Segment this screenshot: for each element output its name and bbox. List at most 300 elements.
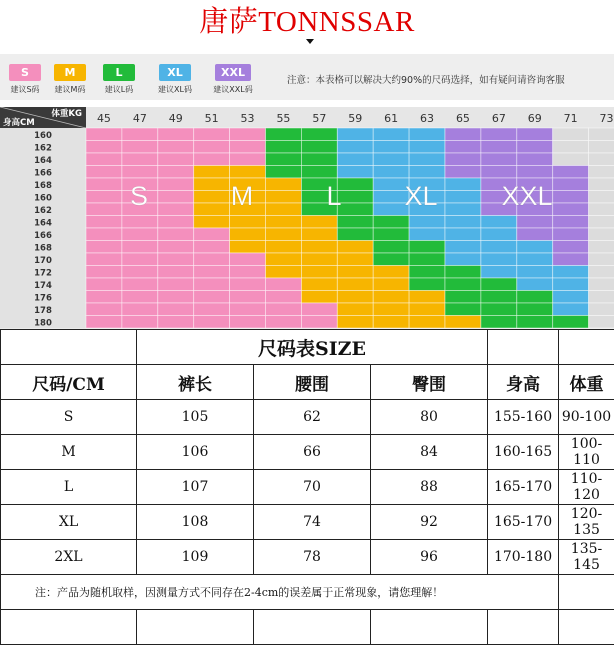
legend-text-s: 建议S码 [10,85,40,94]
chart-cell [517,241,553,254]
chart-cell [589,278,614,291]
chart-cell [337,141,373,154]
table-cell: 155-160 [488,400,559,435]
chart-cell [158,228,194,241]
table-cell: 90-100 [559,400,614,435]
chart-cell [481,266,517,279]
chart-cell [158,128,194,141]
chart-cell [481,316,517,329]
chart-cell [122,128,158,141]
chart-cell [301,166,337,179]
chart-cell [409,141,445,154]
chart-cell [194,141,230,154]
table-cell: 2XL [1,540,137,575]
chart-cell [158,166,194,179]
table-header-row [1,365,614,400]
chart-cell [266,128,302,141]
height-tick-label: 160 [34,130,52,141]
column-header: 裤长 [137,365,254,400]
chart-cell [301,228,337,241]
chart-cell [445,278,481,291]
chart-cell [86,203,122,216]
chart-cell [409,291,445,304]
chart-cell [553,266,589,279]
chart-cell [266,203,302,216]
chart-cell [517,141,553,154]
table-cell [488,610,559,645]
chart-cell [86,241,122,254]
chart-cell [373,128,409,141]
chart-cell [373,316,409,329]
chart-cell [158,303,194,316]
chart-cell [373,291,409,304]
table-cell [559,575,614,610]
chart-cell [194,203,230,216]
table-empty-row [1,610,614,645]
chart-cell [301,141,337,154]
table-cell: 107 [137,470,254,505]
chart-cell [266,303,302,316]
height-tick-label: 174 [34,280,52,291]
chart-cell [445,303,481,316]
chart-cell [194,216,230,229]
chart-cell [266,141,302,154]
weight-tick-label: 73 [599,112,614,125]
chart-cell [158,191,194,204]
chart-cell [337,303,373,316]
chart-cell [589,266,614,279]
zone-label: L [326,181,342,211]
chart-cell [517,253,553,266]
chart-cell [373,253,409,266]
chart-cell [373,166,409,179]
chart-cell [589,303,614,316]
chart-cell [517,316,553,329]
table-row [1,540,614,575]
table-cell: 110-120 [559,470,614,505]
chart-cell [266,228,302,241]
chart-cell [86,291,122,304]
chart-cell [158,241,194,254]
column-header: 臀围 [371,365,488,400]
chart-cell [589,316,614,329]
chart-cell [122,141,158,154]
chart-cell [373,153,409,166]
chart-cell [481,291,517,304]
legend-item-m [45,64,95,95]
chart-cell [158,153,194,166]
legend-text-xl: 建议XL码 [158,85,192,94]
weight-tick-label: 57 [312,112,327,125]
chart-cell [589,228,614,241]
chart-cell [409,166,445,179]
table-cell: 62 [254,400,371,435]
legend-swatch-xxl: XXL [215,64,251,81]
chart-cell [589,166,614,179]
chart-cell [589,203,614,216]
table-cell: 100-110 [559,435,614,470]
legend-swatch-m: M [54,64,86,81]
chart-cell [445,241,481,254]
table-cell [254,610,371,645]
chart-cell [481,278,517,291]
chart-cell [86,266,122,279]
brand-title: 唐萨TONNSSAR [199,6,415,38]
zone-label: XXL [501,181,553,211]
chart-cell [122,316,158,329]
chart-cell [301,303,337,316]
chart-cell [553,228,589,241]
weight-tick-label: 67 [491,112,506,125]
chart-cell [553,291,589,304]
chart-cell [194,266,230,279]
table-row [1,505,614,540]
chart-cell [445,228,481,241]
chart-cell [589,191,614,204]
table-cell: 88 [371,470,488,505]
chart-cell [589,241,614,254]
chart-cell [553,241,589,254]
chart-cell [409,266,445,279]
chart-cell [409,228,445,241]
chart-cell [122,228,158,241]
chart-cell [194,178,230,191]
legend-swatch-xl: XL [159,64,191,81]
caret-down-icon [306,39,314,44]
chart-cell [481,128,517,141]
chart-cell [553,178,589,191]
table-row [1,470,614,505]
chart-cell [553,278,589,291]
chart-cell [373,228,409,241]
chart-cell [373,266,409,279]
table-cell: 170-180 [488,540,559,575]
chart-cell [373,278,409,291]
chart-cell [409,278,445,291]
chart-cell [589,216,614,229]
table-cell: 84 [371,435,488,470]
chart-cell [589,141,614,154]
table-cell: 66 [254,435,371,470]
chart-cell [86,153,122,166]
chart-cell [553,253,589,266]
table-cell [137,610,254,645]
height-tick-label: 172 [34,268,52,279]
chart-cell [266,191,302,204]
column-header: 尺码/CM [1,365,137,400]
legend-text-xxl: 建议XXL码 [213,85,253,94]
column-header: 身高 [488,365,559,400]
chart-cell [481,303,517,316]
chart-cell [194,241,230,254]
chart-cell [445,178,481,191]
chart-cell [409,216,445,229]
weight-tick-label: 69 [527,112,542,125]
chart-cell [337,216,373,229]
chart-cell [517,153,553,166]
chart-cell [194,291,230,304]
height-tick-label: 168 [34,180,52,191]
weight-tick-label: 49 [168,112,183,125]
chart-cell [337,253,373,266]
weight-tick-label: 51 [204,112,219,125]
chart-cell [230,128,266,141]
chart-cell [409,303,445,316]
table-cell: 92 [371,505,488,540]
size-table [0,329,614,645]
chart-cell [337,266,373,279]
chart-cell [337,291,373,304]
chart-cell [122,153,158,166]
chart-cell [230,303,266,316]
chart-cell [337,278,373,291]
chart-cell [158,216,194,229]
chart-cell [409,316,445,329]
chart-cell [409,153,445,166]
chart-cell [409,253,445,266]
chart-cell [337,178,373,191]
table-cell: M [1,435,137,470]
chart-cell [517,128,553,141]
chart-cell [517,278,553,291]
chart-cell [589,128,614,141]
weight-tick-label: 65 [455,112,470,125]
size-chart-svg [0,107,614,329]
column-header: 腰围 [254,365,371,400]
table-cell: 106 [137,435,254,470]
table-cell: L [1,470,137,505]
height-tick-label: 162 [34,205,52,216]
chart-cell [409,128,445,141]
legend-note: 注意：本表格可以解决大约90%的尺码选择，如有疑问请咨询客服 [287,75,565,86]
chart-cell [337,166,373,179]
chart-cell [517,166,553,179]
chart-cell [481,241,517,254]
table-cell: 135-145 [559,540,614,575]
weight-tick-label: 55 [276,112,291,125]
chart-cell [589,153,614,166]
chart-cell [445,191,481,204]
chart-cell [158,266,194,279]
chart-cell [481,153,517,166]
height-tick-label: 170 [34,255,52,266]
chart-cell [194,128,230,141]
chart-cell [553,191,589,204]
height-tick-label: 164 [34,218,52,229]
chart-cell [337,128,373,141]
chart-cell [122,166,158,179]
table-cell [559,330,614,365]
legend-text-m: 建议M码 [54,85,86,94]
height-tick-label: 166 [34,230,52,241]
chart-cell [86,253,122,266]
weight-tick-label: 61 [384,112,399,125]
size-chart [0,107,614,329]
table-note: 注：产品为随机取样，因测量方式不同存在2-4cm的误差属于正常现象，请您理解！ [1,575,559,610]
chart-cell [230,241,266,254]
table-note-row [1,575,614,610]
chart-cell [337,203,373,216]
height-tick-label: 162 [34,143,52,154]
height-tick-label: 176 [34,293,52,304]
chart-cell [266,153,302,166]
chart-header-band [0,107,614,128]
chart-cell [158,141,194,154]
chart-weight-header: 体重KG [51,109,82,119]
table-cell: 160-165 [488,435,559,470]
legend-text-l: 建议L码 [104,85,134,94]
weight-tick-label: 47 [132,112,147,125]
table-cell [488,330,559,365]
chart-cell [445,291,481,304]
chart-cell [122,266,158,279]
chart-cell [86,166,122,179]
chart-cell [301,316,337,329]
chart-cell [266,241,302,254]
table-cell: 78 [254,540,371,575]
chart-cell [230,166,266,179]
chart-cell [445,166,481,179]
table-cell: 120-135 [559,505,614,540]
chart-cell [86,278,122,291]
chart-cell [86,178,122,191]
zone-label: S [129,181,149,211]
table-cell: 105 [137,400,254,435]
chart-cell [445,203,481,216]
chart-cell [86,128,122,141]
chart-cell [230,278,266,291]
chart-cell [122,291,158,304]
table-cell: 80 [371,400,488,435]
chart-cell [589,291,614,304]
table-cell: 96 [371,540,488,575]
chart-cell [266,166,302,179]
height-tick-label: 168 [34,243,52,254]
chart-cell [266,278,302,291]
chart-cell [553,203,589,216]
chart-cell [86,303,122,316]
legend-item-xl [150,64,200,95]
table-cell: 108 [137,505,254,540]
chart-cell [553,303,589,316]
chart-cell [337,153,373,166]
chart-cell [301,266,337,279]
chart-height-header: 身高CM [3,118,35,128]
chart-cell [86,141,122,154]
weight-tick-label: 63 [420,112,435,125]
table-cell: S [1,400,137,435]
table-cell: 165-170 [488,505,559,540]
chart-cell [194,278,230,291]
chart-cell [589,253,614,266]
legend-swatch-s: S [9,64,41,81]
table-cell [371,610,488,645]
legend-swatch-l: L [103,64,135,81]
height-tick-label: 180 [34,318,52,329]
chart-cell [158,203,194,216]
chart-cell [158,178,194,191]
chart-cell [194,303,230,316]
weight-tick-label: 53 [240,112,255,125]
chart-cell [517,228,553,241]
chart-cell [230,216,266,229]
chart-cell [301,153,337,166]
table-cell: XL [1,505,137,540]
chart-cell [230,253,266,266]
chart-cell [158,278,194,291]
chart-cell [373,241,409,254]
chart-cell [445,266,481,279]
chart-cell [158,316,194,329]
chart-cell [481,228,517,241]
zone-label: XL [404,181,438,211]
table-row [1,435,614,470]
table-title-row [1,330,614,365]
chart-cell [481,253,517,266]
chart-cell [337,241,373,254]
chart-cell [517,216,553,229]
chart-cell [194,228,230,241]
chart-cell [86,216,122,229]
column-header: 体重 [559,365,614,400]
zone-label: M [230,181,254,211]
chart-cell [409,241,445,254]
table-cell [1,330,137,365]
chart-cell [373,216,409,229]
chart-cell [337,228,373,241]
chart-cell [517,291,553,304]
chart-cell [553,216,589,229]
chart-cell [481,166,517,179]
table-cell [559,610,614,645]
table-cell: 165-170 [488,470,559,505]
chart-cell [194,253,230,266]
table-cell: 109 [137,540,254,575]
legend-item-l [94,64,144,95]
chart-cell [301,291,337,304]
legend-item-s [0,64,50,95]
chart-cell [194,316,230,329]
weight-tick-label: 71 [563,112,578,125]
chart-cell [230,266,266,279]
weight-tick-label: 45 [96,112,111,125]
table-title: 尺码表SIZE [137,330,488,365]
chart-cell [517,303,553,316]
chart-cell [301,253,337,266]
chart-cell [122,216,158,229]
chart-cell [301,128,337,141]
chart-cell [553,141,589,154]
chart-cell [481,141,517,154]
chart-cell [122,278,158,291]
chart-cell [230,228,266,241]
chart-cell [337,316,373,329]
chart-cell [158,291,194,304]
chart-cell [301,216,337,229]
chart-cell [158,253,194,266]
chart-cell [266,266,302,279]
height-tick-label: 164 [34,155,52,166]
chart-cell [553,316,589,329]
table-cell: 70 [254,470,371,505]
chart-cell [445,153,481,166]
chart-cell [445,128,481,141]
chart-cell [301,241,337,254]
chart-cell [86,191,122,204]
chart-cell [266,216,302,229]
chart-cell [445,316,481,329]
table-cell [1,610,137,645]
